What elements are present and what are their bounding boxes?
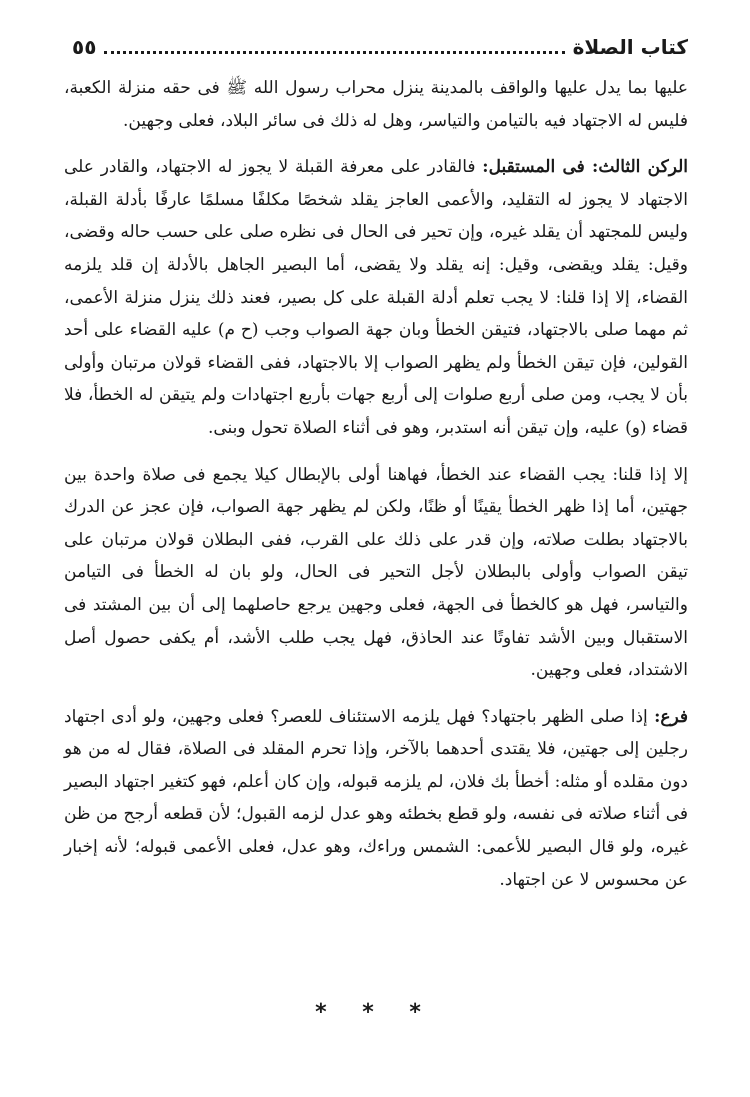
paragraph (64, 459, 688, 687)
paragraph-text: فالقادر على معرفة القبلة لا يجوز له الاجتهاد، والقادر على الاجتهاد لا يجوز له التقليد، والأعمى العاجز يقلد شخصًا مكلفًا مسلمًا عارفًا بأدلة القبلة، وليس للمجتهد أن يقلد غيره، وإن تحير فى الحال فى نظره صلى على حسب حاله وقضى، وقيل: يقلد ويقضى، وقيل: إنه يقلد ولا يقضى، أما البصير الجاهل بالأدلة إن قلد يلزمه القضاء، إلا إذا قلنا: لا يجب تعلم أدلة القبلة على كل بصير، فعند ذلك ينزل منزلة الأعمى، ثم مهما صلى بالاجتهاد، فتيقن الخطأ وبان جهة الصواب وجب (ح م) عليه القضاء على أحد القولين، فإن تيقن الخطأ ولم يظهر الصواب إلا بالاجتهاد، ففى القضاء قولان مرتبان وأولى بأن لا يجب، ومن صلى أربع صلوات إلى أربع جهات بأربع اجتهادات ولم يتيقن له الخطأ، فلا قضاء (و) عليه، وإن تيقن أنه استدبر، وهو فى أثناء الصلاة تحول وبنى. (64, 157, 688, 438)
section-heading: الركن الثالث: فى المستقبل: (482, 157, 688, 178)
paragraph (64, 701, 688, 897)
paragraph-text: عليها بما يدل عليها والواقف بالمدينة ينزل محراب رسول الله ﷺ فى حقه منزلة الكعبة، فليس له الاجتهاد فيه بالتيامن والتياسر، وهل له ذلك فى سائر البلاد، فعلى وجهين. (64, 78, 688, 131)
paragraph-text: إذا صلى الظهر باجتهاد؟ فهل يلزمه الاستئناف للعصر؟ فعلى وجهين، ولو أدى اجتهاد رجلين إلى جهتين، فلا يقتدى أحدهما بالآخر، وإذا تحرم المقلد فى الصلاة، فقال له من هو دون مقلده أو مثله: أخطأ بك فلان، لم يلزمه قبوله، وإن كان أعلم، فهو كتغير اجتهاد البصير فى أثناء صلاته فى نفسه، ولو قطع بخطئه وهو عدل لزمه القبول؛ لأن قطعه أرجح من ظن غيره، ولو قال البصير للأعمى: الشمس وراءك، وهو عدل، فعلى الأعمى قبوله؛ لأنه إخبار عن محسوس لا عن اجتهاد. (64, 706, 688, 890)
paragraph-text: إلا إذا قلنا: يجب القضاء عند الخطأ، فهاهنا أولى بالإبطال كيلا يجمع فى صلاة واحدة بين جهتين، أما إذا ظهر الخطأ يقينًا أو ظنًا، ولكن لم يظهر جهة الصواب، فإن عجز عن الدرك بالاجتهاد بطلت صلاته، وإن قدر على ذلك على القرب، ففى البطلان قولان مرتبان على تيقن الصواب وأولى بالبطلان لأجل التحير فى الحال، ولو بان له الخطأ فى التيامن والتياسر، فهل هو كالخطأ فى الجهة، فعلى وجهين يرجع حاصلهما إلى أن بين المشتد فى الاستقبال وبين الأشد تفاوتًا عند الحاذق، فهل يجب طلب الأشد، أم يكفى حصول أصل الاشتداد، فعلى وجهين. (64, 464, 688, 681)
chapter-title: كتاب الصلاة (572, 35, 688, 59)
page-number: ٥٥ (72, 35, 97, 59)
section-heading: فرع: (654, 706, 688, 727)
paragraph (64, 151, 688, 444)
page-body (64, 72, 688, 910)
section-divider: * * * (315, 1000, 435, 1025)
running-header (72, 32, 688, 62)
dotted-leader (104, 51, 564, 54)
paragraph (64, 72, 688, 137)
